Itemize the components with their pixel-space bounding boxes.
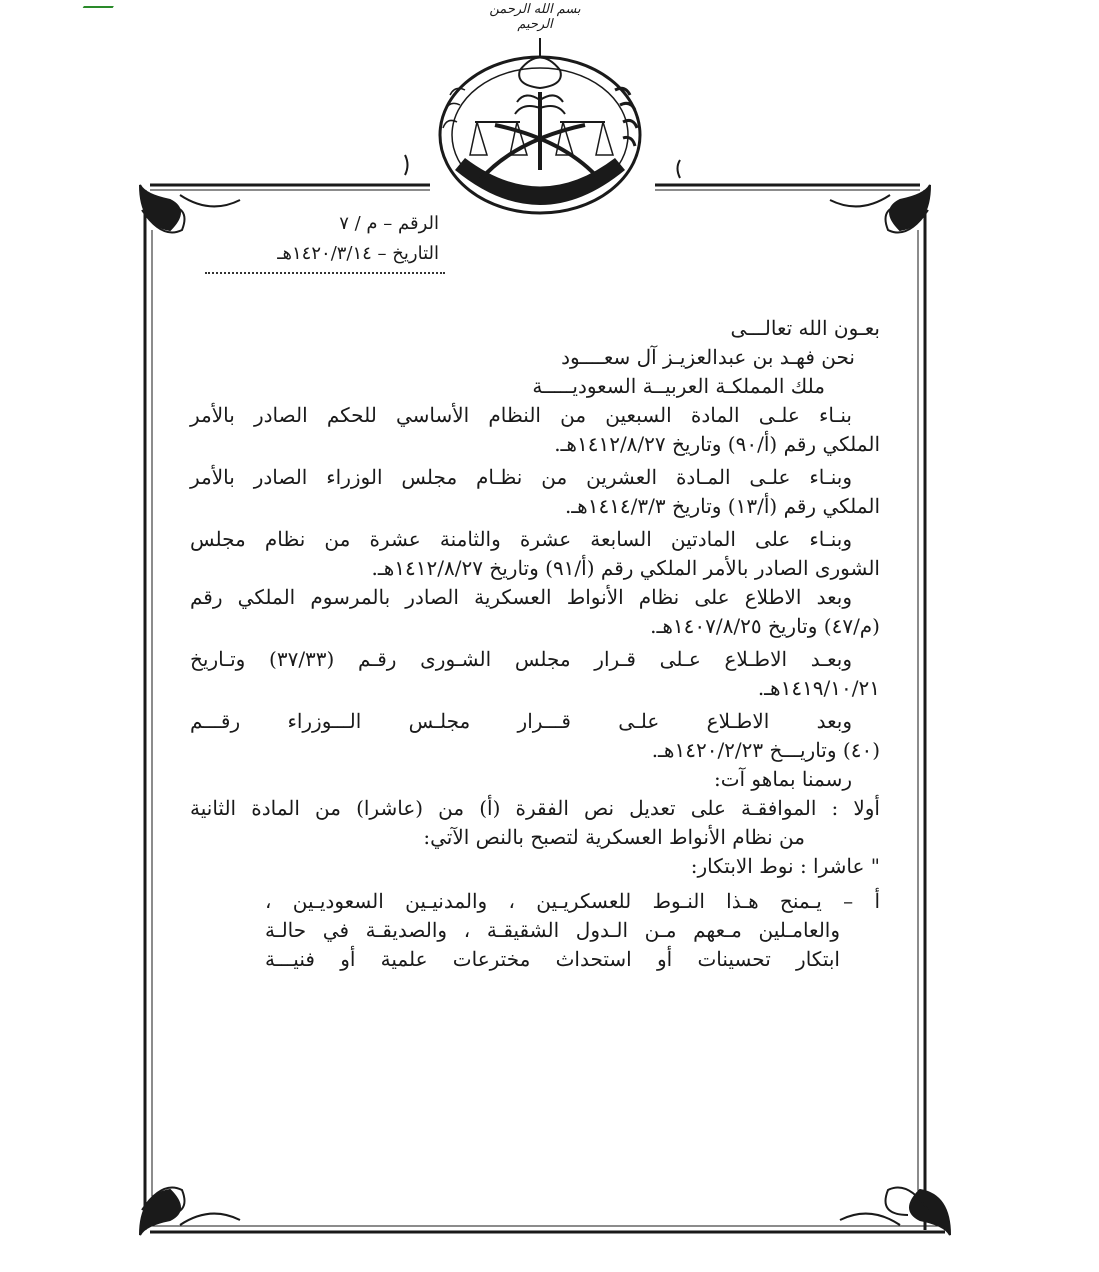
- basmala: بسم الله الرحمن الرحيم: [489, 2, 581, 32]
- body-line: " عاشرا : نوط الابتكار:: [690, 854, 880, 878]
- opening-line: بعـون الله تعالـــى: [730, 316, 880, 340]
- decree-heading: رسمنا بماهو آت:: [713, 767, 852, 791]
- body-line: بنـاء علـى المادة السبعين من النظام الأساسي للحكم الصادر بالأمر: [190, 403, 852, 427]
- king-name-line: نحن فهـد بن عبدالعزيـز آل سعــــود: [561, 345, 855, 369]
- body-line: وبعد الاطلاع على نظام الأنواط العسكرية الصادر بالمرسوم الملكي رقم: [190, 585, 852, 609]
- body-line: الشورى الصادر بالأمر الملكي رقم (أ/٩١) وتاريخ ١٤١٢/٨/٢٧هـ.: [371, 556, 880, 580]
- decree-body: [190, 314, 880, 974]
- body-line: من نظام الأنواط العسكرية لتصبح بالنص الآتي:: [423, 825, 805, 849]
- body-line: ابتكار تحسينات أو استحداث مخترعات علمية أو فنيـــة: [265, 947, 840, 971]
- body-line: أولا : الموافقـة على تعديل نص الفقرة (أ) من (عاشرا) من المادة الثانية: [190, 796, 880, 820]
- reference-underline: [205, 272, 445, 274]
- corner-mark: [83, 0, 118, 8]
- body-line: الملكي رقم (أ/١٣) وتاريخ ١٤١٤/٣/٣هـ.: [564, 494, 880, 518]
- emblem-icon: [425, 30, 655, 220]
- body-line: وبعد الاطـلاع علـى قـــرار مجلـس الـــوزراء رقـــم: [190, 709, 852, 733]
- body-line: (م/٤٧) وتاريخ ١٤٠٧/٨/٢٥هـ.: [650, 614, 880, 638]
- body-line: وبنـاء على المادتين السابعة عشرة والثامنة عشرة من نظام مجلس: [190, 527, 852, 551]
- body-line: (٤٠) وتاريـــخ ١٤٢٠/٢/٢٣هـ.: [651, 738, 880, 762]
- body-line: وبعـد الاطـلاع عـلى قـرار مجلس الشـورى رقـم (٣٧/٣٣) وتـاريخ: [190, 647, 852, 671]
- body-line: وبنـاء علـى المـادة العشرين من نظـام مجلس الوزراء الصادر بالأمر: [190, 465, 852, 489]
- body-line: والعامـلين مـعهم مـن الـدول الشقيقـة ، والصديقـة في حالـة: [265, 918, 840, 942]
- reference-date: التاريخ – ١٤٢٠/٣/١٤هـ: [277, 243, 439, 264]
- king-title-line: ملك المملكـة العربيــة السعوديـــــة: [532, 374, 825, 398]
- body-line: ١٤١٩/١٠/٢١هـ.: [757, 676, 880, 700]
- body-line: الملكي رقم (أ/٩٠) وتاريخ ١٤١٢/٨/٢٧هـ.: [554, 432, 880, 456]
- reference-number: الرقم – م / ٧: [339, 213, 439, 234]
- body-line: أ – يـمنح هـذا النـوط للعسكريـين ، والمدنيـين السعوديـين ،: [265, 889, 880, 913]
